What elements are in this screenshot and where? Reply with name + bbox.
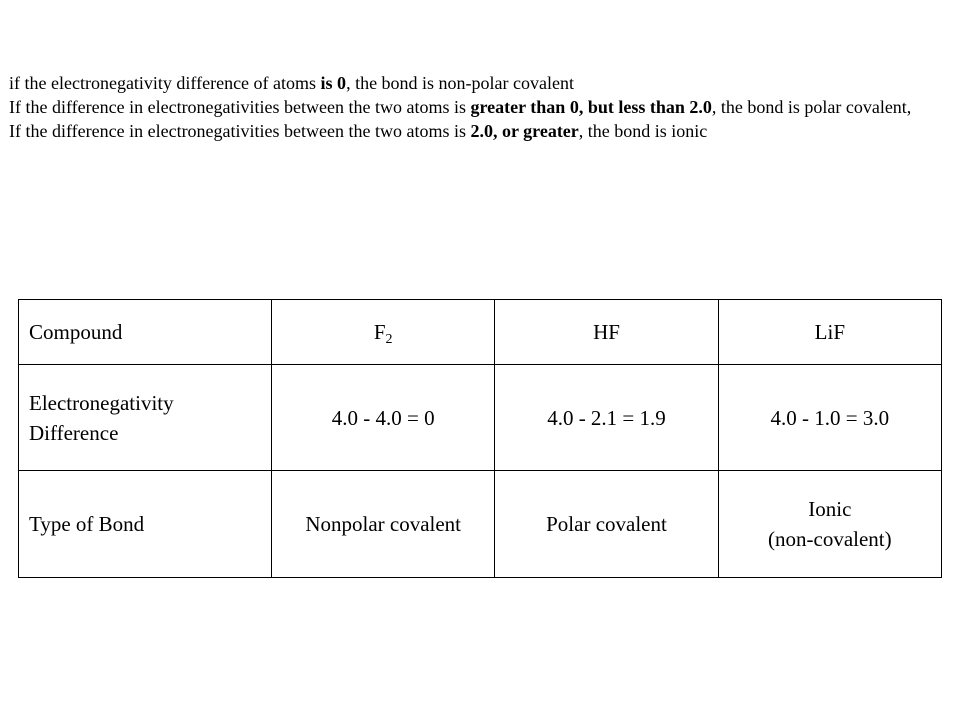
difference-label-cell: Electronegativity Difference xyxy=(19,365,272,471)
compound-subscript: 2 xyxy=(385,332,393,347)
rule-text: if the electronegativity difference of atoms xyxy=(9,73,321,93)
rule-ionic xyxy=(9,119,950,143)
bond-rules-text xyxy=(9,71,950,143)
compound-formula: F xyxy=(373,320,386,344)
difference-cell-lif: 4.0 - 1.0 = 3.0 xyxy=(718,365,941,471)
bond-comparison-table xyxy=(18,299,942,578)
rule-text: , the bond is ionic xyxy=(578,121,708,141)
compound-formula: LiF xyxy=(814,320,845,344)
rule-emphasis: is 0 xyxy=(320,73,347,93)
compound-cell-f2 xyxy=(272,300,495,365)
rule-nonpolar xyxy=(9,71,950,95)
rule-emphasis: 2.0, or greater xyxy=(470,121,579,141)
compound-cell-lif xyxy=(718,300,941,365)
difference-cell-hf: 4.0 - 2.1 = 1.9 xyxy=(495,365,718,471)
rule-text: , the bond is polar covalent, xyxy=(711,97,912,117)
table-row-difference xyxy=(19,365,942,471)
rule-text: If the difference in electronegativities between the two atoms is xyxy=(9,97,471,117)
rule-polar xyxy=(9,95,950,119)
bond-type-label-cell: Type of Bond xyxy=(19,471,272,578)
bond-type-cell-f2: Nonpolar covalent xyxy=(272,471,495,578)
rule-text: If the difference in electronegativities between the two atoms is xyxy=(9,121,471,141)
compound-header-cell: Compound xyxy=(19,300,272,365)
table-header-row xyxy=(19,300,942,365)
bond-type-cell-hf: Polar covalent xyxy=(495,471,718,578)
compound-cell-hf xyxy=(495,300,718,365)
rule-emphasis: greater than 0, but less than 2.0 xyxy=(470,97,712,117)
bond-type-cell-lif: Ionic (non-covalent) xyxy=(718,471,941,578)
difference-cell-f2: 4.0 - 4.0 = 0 xyxy=(272,365,495,471)
table-row-bond-type xyxy=(19,471,942,578)
rule-text: , the bond is non-polar covalent xyxy=(346,73,575,93)
compound-formula: HF xyxy=(593,320,620,344)
